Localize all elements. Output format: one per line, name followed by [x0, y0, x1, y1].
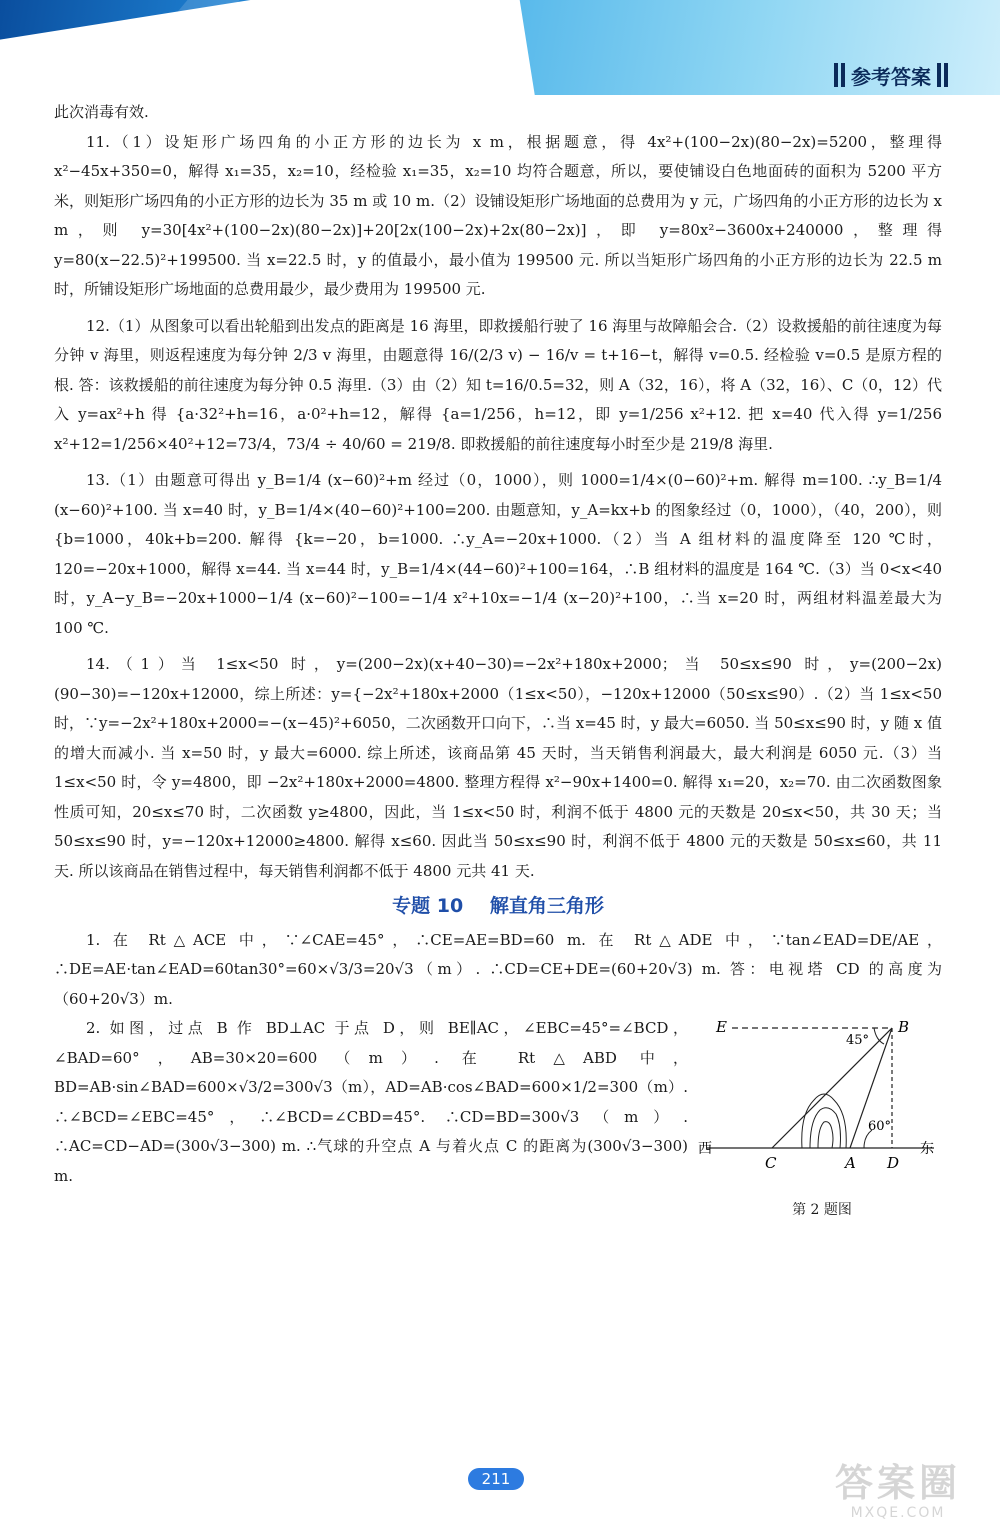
label-D: D	[887, 1154, 900, 1172]
label-E: E	[716, 1018, 727, 1036]
label-west: 西	[698, 1141, 712, 1157]
section-title	[54, 892, 942, 922]
answer-14: 14.（1）当 1≤x<50 时，y=(200−2x)(x+40−30)=−2x²+180x+2000；当 50≤x≤90 时，y=(200−2x)(90−30)=−120x+12000，综上所述：y={−2x²+180x+2000（1≤x<50），−120x+12000（50≤x≤90）.（2）当 1≤x<50 时，∵y=−2x²+180x+2000=−(x−45)²+6050，二次函数开口向下，∴当 x=45 时，y 最大=6050. 当 50≤x≤90 时，y 随 x 值的增大而减小. 当 x=50 时，y 最大=6000. 综上所述，该商品第 45 天时，当天销售利润最大，最大利润是 6050 元.（3）当 1≤x<50 时，令 y=4800，即 −2x²+180x+2000=4800. 整理方程得 x²−90x+1400=0. 解得 x₁=20，x₂=70. 由二次函数图象性质可知，20≤x≤70 时，二次函数 y≥4800，因此，当 1≤x<50 时，利润不低于 4800 元的天数是 20≤x<50，共 30 天；当 50≤x≤90 时，y=−120x+12000≥4800. 解得 x≤60. 因此当 50≤x≤90 时，利润不低于 4800 元的天数是 50≤x≤60，共 11 天. 所以该商品在销售过程中，每天销售利润都不低于 4800 元共 41 天.	[54, 655, 942, 880]
header-banner	[0, 0, 1000, 95]
page-number: 211	[468, 1468, 524, 1490]
label-angle-60: 60°	[868, 1119, 892, 1134]
answer-11: 11.（1）设矩形广场四角的小正方形的边长为 x m，根据题意，得 4x²+(100−2x)(80−2x)=5200，整理得 x²−45x+350=0，解得 x₁=35，x₂=10，经检验 x₁=35，x₂=10 均符合题意，所以，要使铺设白色地面砖的面积为 5200 平方米，则矩形广场四角的小正方形的边长为 35 m 或 10 m.（2）设铺设矩形广场地面的总费用为 y 元，广场四角的小正方形的边长为 x m，则 y=30[4x²+(100−2x)(80−2x)]+20[2x(100−2x)+2x(80−2x)]，即 y=80x²−3600x+240000，整理得 y=80(x−22.5)²+199500. 当 x=22.5 时，y 的值最小，最小值为 199500 元. 所以当矩形广场四角的小正方形的边长为 22.5 m 时，所铺设矩形广场地面的总费用最少，最少费用为 199500 元.	[54, 132, 942, 298]
label-angle-45: 45°	[846, 1033, 870, 1048]
label-B: B	[898, 1018, 910, 1036]
section-answer-1: 1. 在 Rt△ACE 中，∵∠CAE=45°，∴CE=AE=BD=60 m. 在 Rt△ADE 中，∵tan∠EAD=DE/AE，∴DE=AE·tan∠EAD=60tan30°=60×√3/3=20√3（m）. ∴CD=CE+DE=(60+20√3) m. 答：电视塔 CD 的高度为（60+20√3）m.	[54, 930, 942, 1008]
answer-12: 12.（1）从图象可以看出轮船到出发点的距离是 16 海里，即救援船行驶了 16 海里与故障船会合.（2）设救援船的前往速度为每分钟 v 海里，则返程速度为每分钟 2/3 v 海里，由题意得 16/(2/3 v) − 16/v = t+16−t，解得 v=0.5. 经检验 v=0.5 是原方程的根. 答：该救援船的前往速度为每分钟 0.5 海里.（3）由（2）知 t=16/0.5=32，则 A（32，16），将 A（32，16）、C（0，12）代入 y=ax²+h 得 {a·32²+h=16，a·0²+h=12，解得 {a=1/256，h=12，即 y=1/256 x²+12. 把 x=40 代入得 y=1/256 x²+12=1/256×40²+12=73/4，73/4 ÷ 40/60 = 219/8. 即救援船的前往速度每小时至少是 219/8 海里.	[54, 316, 942, 453]
bars-icon	[834, 63, 845, 87]
figure-problem-2	[698, 1014, 942, 1226]
bars-icon	[937, 63, 948, 87]
label-east: 东	[920, 1141, 934, 1157]
section-answer-2: 2. 如图，过点 B 作 BD⊥AC 于点 D，则 BE∥AC，∠EBC=45°=∠BCD，∠BAD=60°，AB=30×20=600（m）. 在 Rt△ABD 中，BD=AB·sin∠BAD=600×√3/2=300√3（m），AD=AB·cos∠BAD=600×1/2=300（m）. ∴∠BCD=∠EBC=45°，∴∠BCD=∠CBD=45°. ∴CD=BD=300√3（m）. ∴AC=CD−AD=(300√3−300) m. ∴气球的升空点 A 与着火点 C 的距离为(300√3−300) m.	[54, 1019, 688, 1185]
watermark-text: 答案圈	[834, 1461, 961, 1505]
paragraph: 此次消毒有效.	[54, 103, 149, 121]
watermark-logo	[818, 1461, 978, 1531]
section-tag-label: 参考答案	[851, 64, 931, 89]
geometry-diagram	[698, 1014, 942, 1194]
page-content	[54, 98, 942, 1226]
label-C: C	[765, 1154, 777, 1172]
section-tag	[834, 60, 948, 90]
watermark-url: MXQE.COM	[850, 1505, 946, 1521]
figure-caption: 第 2 题图	[792, 1202, 852, 1218]
answer-2-block	[54, 1014, 942, 1226]
label-A: A	[845, 1154, 856, 1172]
section-number: 专题 10	[392, 895, 464, 917]
answer-13: 13.（1）由题意可得出 y_B=1/4 (x−60)²+m 经过（0，1000），则 1000=1/4×(0−60)²+m. 解得 m=100. ∴y_B=1/4 (x−60)²+100. 当 x=40 时，y_B=1/4×(40−60)²+100=200. 由题意知，y_A=kx+b 的图象经过（0，1000），（40，200），则 {b=1000，40k+b=200. 解得 {k=−20，b=1000. ∴y_A=−20x+1000.（2）当 A 组材料的温度降至 120 ℃时，120=−20x+1000，解得 x=44. 当 x=44 时，y_B=1/4×(44−60)²+100=164，∴B 组材料的温度是 164 ℃.（3）当 0<x<40 时，y_A−y_B=−20x+1000−1/4 (x−60)²−100=−1/4 x²+10x=−1/4 (x−20)²+100，∴当 x=20 时，两组材料温差最大为 100 ℃.	[54, 471, 942, 637]
section-name: 解直角三角形	[489, 895, 604, 917]
